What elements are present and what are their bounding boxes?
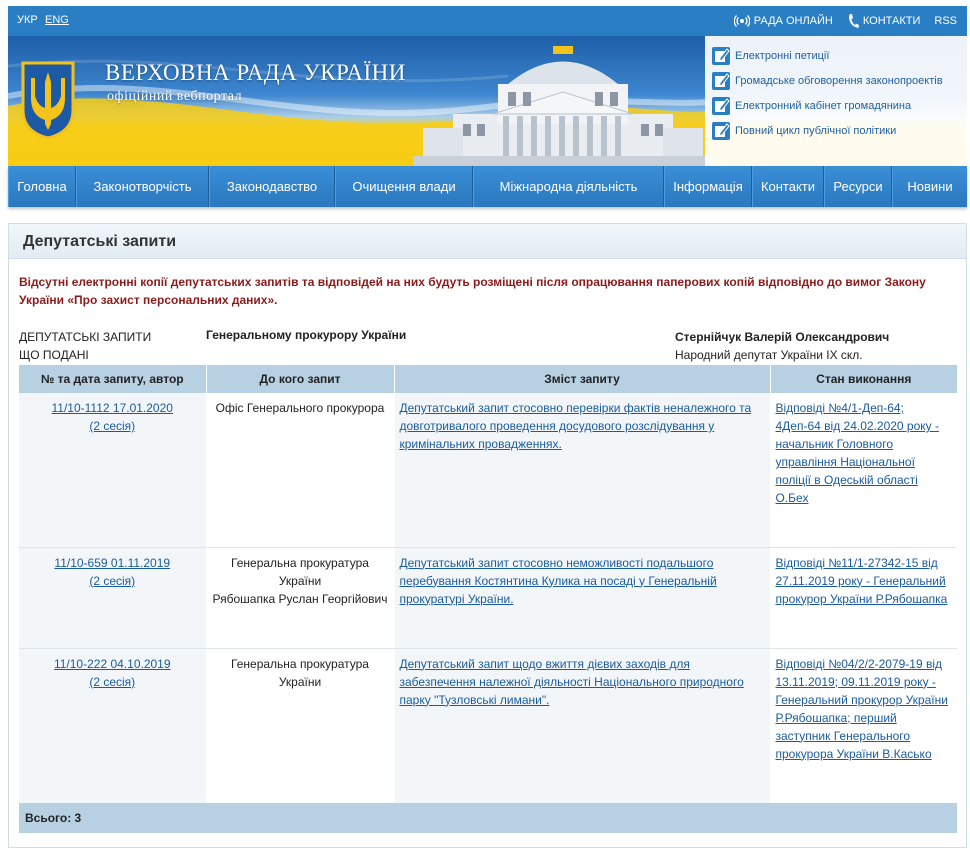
rss-link[interactable] [934,15,957,27]
session-link[interactable]: (2 сесія) [89,674,136,689]
contacts-link[interactable] [847,13,921,29]
quick-link-citizen-cabinet[interactable] [705,93,967,118]
rada-online-link[interactable] [734,13,833,29]
nav-item-lustration[interactable]: Очищення влади [335,166,473,207]
response-link[interactable]: Відповіді №04/2/2-2079-19 від 13.11.2019; 09.11.2019 року - Генеральний прокурор України Р.Рябошапка; перший заступник Генерального прокурора України В.Касько [775,656,948,761]
rss-label: RSS [934,15,957,27]
page-title: Депутатські запити [9,224,966,259]
nav-item-contacts[interactable]: Контакти [752,166,824,207]
quick-link-petitions[interactable] [705,43,967,68]
content-cell [394,393,770,547]
content-cell [394,547,770,648]
table-header-row [19,365,957,393]
request-number-cell [19,648,206,803]
filter-label-line1: ДЕПУТАТСЬКІ ЗАПИТИ [19,330,152,344]
column-header: № та дата запиту, автор [19,365,206,393]
main-nav [8,166,967,207]
response-link[interactable]: Відповіді №11/1-27342-15 від 27.11.2019 року - Генеральний прокурор України Р.Рябошапка [775,555,948,606]
recipient-cell [206,393,394,547]
nav-item-resources[interactable]: Ресурси [824,166,892,207]
session-link[interactable]: (2 сесія) [89,573,136,588]
quick-link-label: Електронні петиції [735,49,830,62]
parliament-building-image [413,44,713,166]
status-cell [770,648,957,803]
request-number-cell [19,547,206,648]
deputy-name: Стернійчук Валерій Олександрович [675,330,890,344]
deputy-role: Народний депутат України IX скл. [675,348,863,362]
recipient-line: Рябошапка Руслан Георгійович [212,591,388,606]
nav-item-legislation[interactable]: Законодавство [209,166,335,207]
recipient-filter: Генеральному прокурору України [206,328,407,342]
nav-item-information[interactable]: Інформація [664,166,752,207]
top-bar [8,6,967,36]
column-header: До кого запит [206,365,394,393]
filter-label [19,328,199,364]
recipient-line: Генеральна прокуратура України [231,656,369,689]
request-content-link[interactable]: Депутатський запит стосовно перевірки фактів неналежного та довготривалого проведення досудового розслідування у кримінальних провадженнях. [399,401,752,451]
content-panel [8,223,967,848]
total-count: Всього: 3 [19,803,957,833]
session-link[interactable]: (2 сесія) [89,419,136,433]
notice-text: Відсутні електронні копії депутатських запитів та відповідей на них будуть розміщені після опрацювання паперових копій відповідно до вимог Закону України «Про захист персональних даних». [19,275,926,307]
status-cell [770,393,957,547]
contacts-label: КОНТАКТИ [862,15,921,27]
broadcast-icon [734,13,750,29]
status-cell [770,547,957,648]
lang-en-link[interactable]: ENG [45,14,69,26]
content-cell [394,648,770,803]
request-content-link[interactable]: Депутатський запит щодо вжиття дієвих заходів для забезпечення належної діяльності Національного природного парку "Тузловські лимани". [399,656,744,707]
site-subtitle: офіційний вебпортал [107,89,243,104]
recipient-line: Генеральна прокуратура України [231,555,369,588]
recipient-line: Офіс Генерального прокурора [215,401,385,415]
top-links [734,6,957,36]
nav-item-home[interactable]: Головна [8,166,76,207]
request-content-link[interactable]: Депутатський запит стосовно неможливості подальшого перебування Костянтина Кулика на посаді у Генеральній прокуратурі України. [399,555,717,606]
quick-link-public-discussion[interactable] [705,68,967,93]
table-row [19,393,957,547]
nav-item-international[interactable]: Міжнародна діяльність [473,166,664,207]
edit-document-icon [711,71,731,91]
table-row [19,547,957,648]
edit-document-icon [711,46,731,66]
quick-link-label: Електронний кабінет громадянина [735,99,912,112]
nav-item-lawmaking[interactable]: Законотворчість [76,166,209,207]
site-title[interactable]: ВЕРХОВНА РАДА УКРАЇНИ [105,60,406,85]
filter-label-line2: ЩО ПОДАНІ [19,348,89,362]
deputy-info [675,328,889,364]
quick-link-label: Повний цикл публічної політики [735,124,897,137]
rada-online-label: РАДА ОНЛАЙН [753,15,833,27]
banner [8,36,967,166]
nav-item-news[interactable]: Новини [892,166,967,207]
quick-link-label: Громадське обговорення законопроектів [735,74,943,87]
phone-icon [847,13,859,29]
coat-of-arms-logo[interactable] [20,60,76,140]
edit-document-icon [711,96,731,116]
response-link[interactable]: Відповіді №4/1-Деп-64; 4Деп-64 від 24.02.2020 року - начальник Головного управління Національної поліції в Одеській області О.Бех [775,401,939,505]
lang-uk-link[interactable]: УКР [17,14,38,26]
request-number-cell [19,393,206,547]
request-number-link[interactable]: 11/10-659 01.11.2019 [54,555,171,570]
requests-table [19,365,957,804]
request-number-link[interactable]: 11/10-1112 17.01.2020 [51,401,173,415]
quick-link-public-policy[interactable] [705,118,967,143]
request-number-link[interactable]: 11/10-222 04.10.2019 [53,656,171,671]
column-header: Стан виконання [770,365,957,393]
recipient-cell [206,547,394,648]
quick-links-panel [705,36,967,166]
table-row [19,648,957,803]
recipient-cell [206,648,394,803]
column-header: Зміст запиту [394,365,770,393]
edit-document-icon [711,121,731,141]
